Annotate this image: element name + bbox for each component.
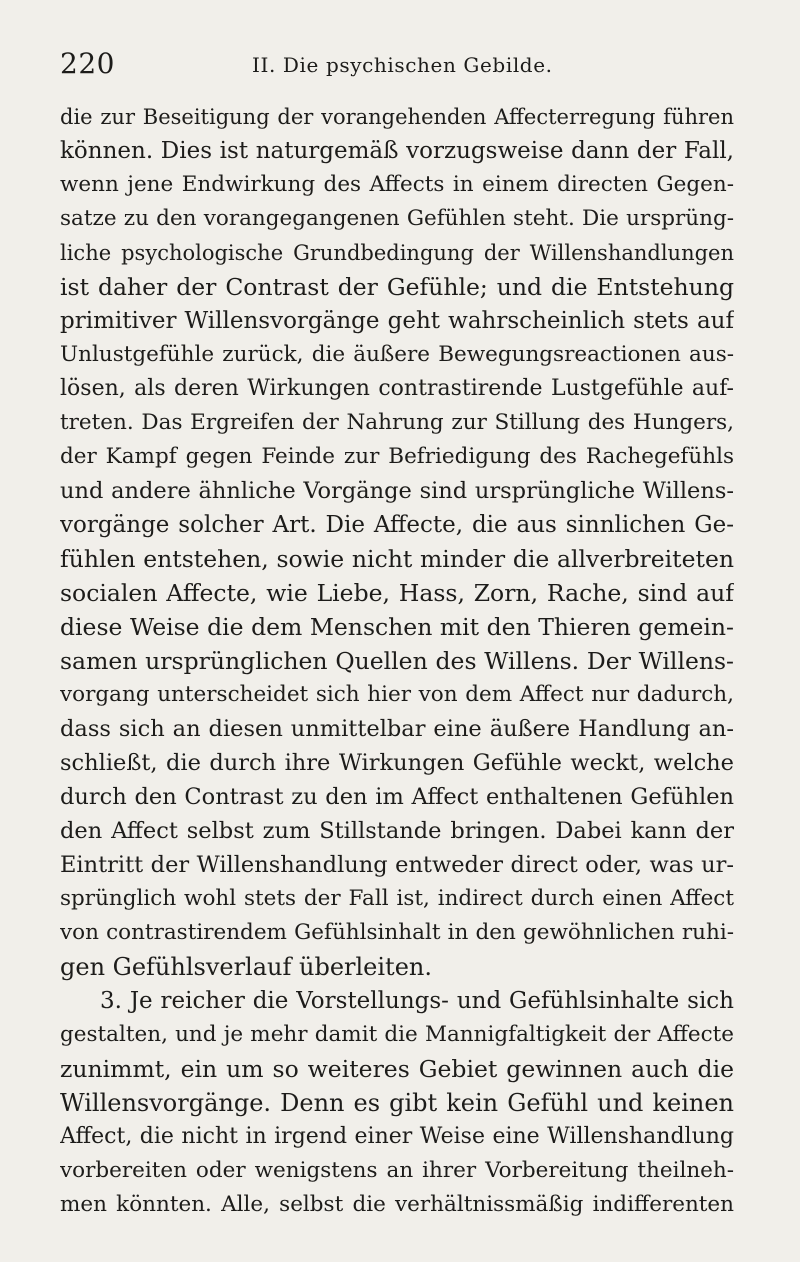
page-number: 220 [60,47,115,80]
text-line: men könnten. Alle, selbst die verhältnissmäßig indifferenten [60,1192,734,1217]
text-line: zunimmt, ein um so weiteres Gebiet gewinnen auch die [60,1055,734,1083]
body-text [60,100,734,1222]
text-line: vorgang unterscheidet sich hier von dem Affect nur dadurch, [60,682,734,707]
running-head: II. Die psychischen Gebilde. [252,53,553,77]
text-line: satze zu den vorangegangenen Gefühlen steht. Die ursprüng- [60,206,734,231]
text-line: der Kampf gegen Feinde zur Befriedigung des Rachegefühls [60,444,734,469]
paragraph-end-line: gen Gefühlsverlauf überleiten. [60,953,432,981]
text-line: fühlen entstehen, sowie nicht minder die allverbreiteten [60,545,734,573]
text-line: samen ursprünglichen Quellen des Willens. Der Willens- [60,647,734,675]
text-line: vorgänge solcher Art. Die Affecte, die aus sinnlichen Ge- [60,512,734,538]
text-line: sprünglich wohl stets der Fall ist, indirect durch einen Affect [60,886,734,911]
text-line: dass sich an diesen unmittelbar eine äußere Handlung an- [60,716,734,742]
text-line: treten. Das Ergreifen der Nahrung zur Stillung des Hungers, [60,410,734,435]
text-line: Affect, die nicht in irgend einer Weise eine Willenshandlung [60,1124,734,1149]
text-line: Willensvorgänge. Denn es gibt kein Gefühl und keinen [60,1089,734,1117]
text-line: ist daher der Contrast der Gefühle; und die Entstehung [60,273,734,301]
paragraph-start-line: 3. Je reicher die Vorstellungs- und Gefühlsinhalte sich [100,988,734,1014]
text-line: vorbereiten oder wenigstens an ihrer Vorbereitung theilneh- [60,1158,734,1183]
text-line: können. Dies ist naturgemäß vorzugsweise dann der Fall, [60,138,734,164]
text-line: diese Weise die dem Menschen mit den Thieren gemein- [60,613,734,641]
text-line: und andere ähnliche Vorgänge sind ursprüngliche Willens- [60,478,734,504]
text-line: wenn jene Endwirkung des Affects in einem directen Gegen- [60,172,734,197]
text-line: lösen, als deren Wirkungen contrastirende Lustgefühle auf- [60,376,734,401]
text-line: durch den Contrast zu den im Affect enthaltenen Gefühlen [60,784,734,810]
text-line: gestalten, und je mehr damit die Mannigfaltigkeit der Affecte [60,1022,734,1047]
text-line: socialen Affecte, wie Liebe, Hass, Zorn, Rache, sind auf [60,579,734,607]
text-line: primitiver Willensvorgänge geht wahrscheinlich stets auf [60,308,734,334]
text-line: den Affect selbst zum Stillstande bringen. Dabei kann der [60,818,734,844]
text-line: liche psychologische Grundbedingung der Willenshandlungen [60,241,734,265]
text-line: schließt, die durch ihre Wirkungen Gefühle weckt, welche [60,750,734,776]
page-header [60,44,740,84]
text-line: die zur Beseitigung der vorangehenden Affecterregung führen [60,105,734,129]
text-line: von contrastirendem Gefühlsinhalt in den gewöhnlichen ruhi- [60,920,734,945]
text-line: Eintritt der Willenshandlung entweder direct oder, was ur- [60,852,734,878]
text-line: Unlustgefühle zurück, die äußere Bewegungsreactionen aus- [60,342,734,367]
